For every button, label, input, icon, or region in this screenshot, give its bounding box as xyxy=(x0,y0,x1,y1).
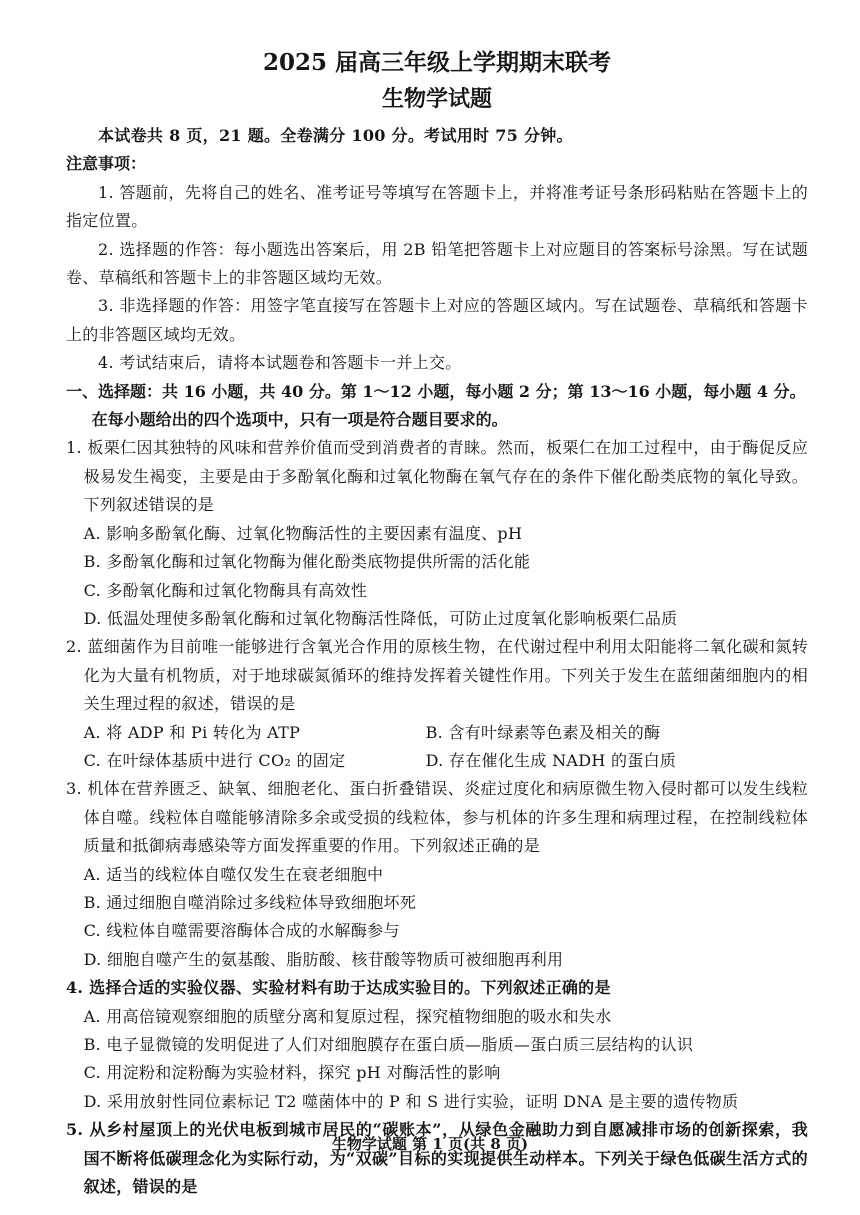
section-heading: 一、选择题：共 16 小题，共 40 分。第 1～12 小题，每小题 2 分；第 13～16 小题，每小题 4 分。在每小题给出的四个选项中，只有一项是符合题目要求的。 xyxy=(66,381,806,430)
question-2-options-row-1 xyxy=(66,719,808,747)
question-4-option-d: D. 采用放射性同位素标记 T2 噬菌体中的 P 和 S 进行实验，证明 DNA 是主要的遗传物质 xyxy=(83,1091,739,1111)
question-1-option-d: D. 低温处理使多酚氧化酶和过氧化物酶活性降低，可防止过度氧化影响板栗仁品质 xyxy=(83,608,678,628)
question-2-option-b: B. 含有叶绿素等色素及相关的酶 xyxy=(425,722,661,742)
question-2-option-c: C. 在叶绿体基质中进行 CO₂ 的固定 xyxy=(83,750,346,770)
question-1-stem: 1. 板栗仁因其独特的风味和营养价值而受到消费者的青睐。然而，板栗仁在加工过程中，由于酶促反应极易发生褐变，主要是由于多酚氧化酶和过氧化物酶在氧气存在的条件下催化酚类底物的氧化导致。下列叙述错误的是 xyxy=(66,438,808,515)
question-4-option-a: A. 用高倍镜观察细胞的质壁分离和复原过程，探究植物细胞的吸水和失水 xyxy=(83,1006,612,1026)
question-2-option-d: D. 存在催化生成 NADH 的蛋白质 xyxy=(425,750,677,770)
question-3-option-d: D. 细胞自噬产生的氨基酸、脂肪酸、核苷酸等物质可被细胞再利用 xyxy=(83,949,564,969)
question-3-stem: 3. 机体在营养匮乏、缺氧、细胞老化、蛋白折叠错误、炎症过度化和病原微生物入侵时都可以发生线粒体自噬。线粒体自噬能够清除多余或受损的线粒体，参与机体的许多生理和病理过程，在控制线粒体质量和抵御病毒感染等方面发挥重要的作用。下列叙述正确的是 xyxy=(66,779,808,856)
exam-subtitle: 生物学试题 xyxy=(381,86,492,112)
question-5-stem: 5. 从乡村屋顶上的光伏电板到城市居民的“碳账本”，从绿色金融助力到自愿减排市场的创新探索，我国不断将低碳理念化为实际行动，为“双碳”目标的实现提供生动样本。下列关于绿色低碳生活方式的叙述，错误的是 xyxy=(66,1120,808,1197)
page-footer: 生物学试题 第 1 页(共 8 页) xyxy=(331,1135,529,1153)
notice-item-3: 3. 非选择题的作答：用签字笔直接写在答题卡上对应的答题区域内。写在试题卷、草稿纸和答题卡上的非答题区域均无效。 xyxy=(66,296,808,344)
notice-item-4: 4. 考试结束后，请将本试题卷和答题卡一并上交。 xyxy=(98,353,462,373)
question-3-option-c: C. 线粒体自噬需要溶酶体合成的水解酶参与 xyxy=(83,921,400,941)
notice-item-2: 2. 选择题的作答：每小题选出答案后，用 2B 铅笔把答题卡上对应题目的答案标号涂黑。写在试题卷、草稿纸和答题卡上的非答题区域均无效。 xyxy=(66,239,808,288)
notice-heading: 注意事项： xyxy=(66,154,147,174)
exam-title: 2025 届高三年级上学期期末联考 xyxy=(262,49,612,76)
question-2-option-a: A. 将 ADP 和 Pi 转化为 ATP xyxy=(83,722,301,742)
question-3-option-b: B. 通过细胞自噬消除过多线粒体导致细胞坏死 xyxy=(83,892,417,912)
notice-item-1: 1. 答题前，先将自己的姓名、准考证号等填写在答题卡上，并将准考证号条形码粘贴在答题卡上的指定位置。 xyxy=(66,182,808,231)
question-2-options-row-2 xyxy=(66,747,808,775)
question-3-option-a: A. 适当的线粒体自噬仅发生在衰老细胞中 xyxy=(83,864,384,884)
exam-intro: 本试卷共 8 页，21 题。全卷满分 100 分。考试用时 75 分钟。 xyxy=(98,126,573,145)
question-4-option-c: C. 用淀粉和淀粉酶为实验材料，探究 pH 对酶活性的影响 xyxy=(83,1063,501,1083)
question-2-stem: 2. 蓝细菌作为目前唯一能够进行含氧光合作用的原核生物，在代谢过程中利用太阳能将二氧化碳和氮转化为大量有机物质，对于地球碳氮循环的维持发挥着关键性作用。下列关于发生在蓝细菌细胞内的相关生理过程的叙述，错误的是 xyxy=(66,637,808,714)
question-1-option-c: C. 多酚氧化酶和过氧化物酶具有高效性 xyxy=(83,580,368,600)
question-1-option-b: B. 多酚氧化酶和过氧化物酶为催化酚类底物提供所需的活化能 xyxy=(83,552,531,572)
question-1-option-a: A. 影响多酚氧化酶、过氧化物酶活性的主要因素有温度、pH xyxy=(83,523,523,543)
question-4-option-b: B. 电子显微镜的发明促进了人们对细胞膜存在蛋白质—脂质—蛋白质三层结构的认识 xyxy=(83,1035,694,1054)
question-4-stem: 4. 选择合适的实验仪器、实验材料有助于达成实验目的。下列叙述正确的是 xyxy=(66,978,611,998)
